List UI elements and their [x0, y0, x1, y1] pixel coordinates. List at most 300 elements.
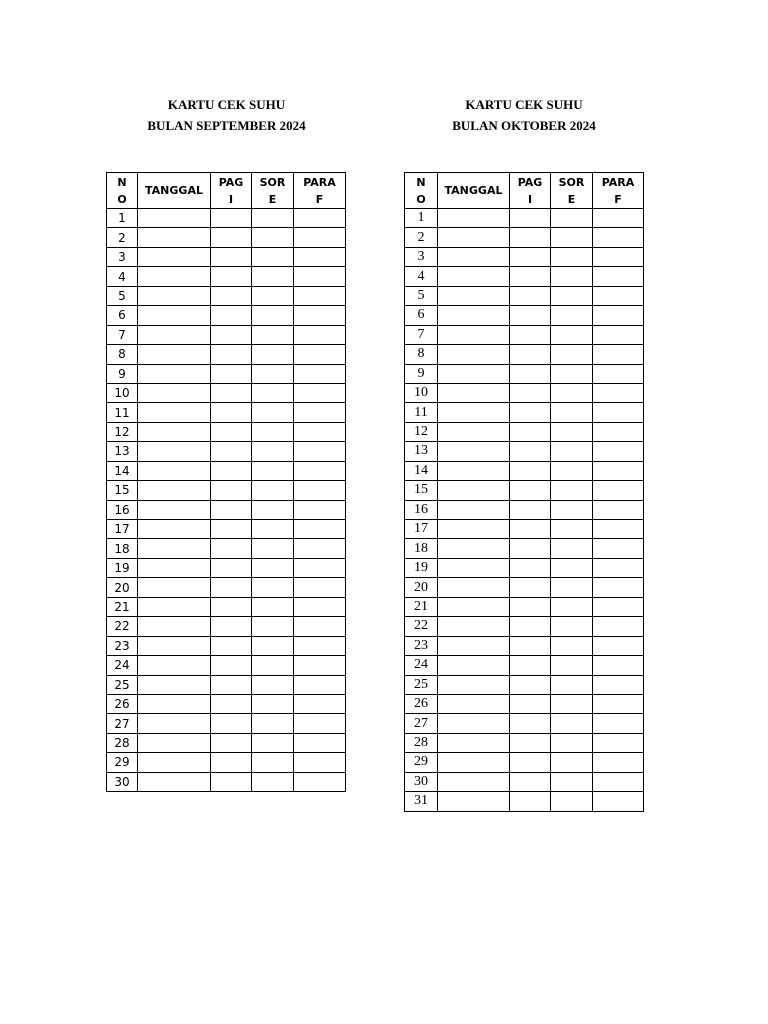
pagi-cell[interactable]: [211, 228, 252, 247]
pagi-cell[interactable]: [211, 481, 252, 500]
header-no: [405, 173, 438, 209]
temperature-table: [106, 172, 346, 792]
sore-cell[interactable]: [252, 209, 294, 228]
paraf-cell[interactable]: [593, 792, 644, 811]
paraf-cell[interactable]: [294, 364, 346, 383]
tanggal-cell[interactable]: [438, 792, 510, 811]
sore-cell[interactable]: [252, 578, 294, 597]
pagi-cell[interactable]: [510, 286, 551, 305]
pagi-cell[interactable]: [510, 345, 551, 364]
sore-cell[interactable]: [551, 306, 593, 325]
paraf-cell[interactable]: [593, 422, 644, 441]
tanggal-cell[interactable]: [138, 539, 211, 558]
row-number: 14: [107, 461, 138, 480]
paraf-cell[interactable]: [294, 403, 346, 422]
table-row: [107, 345, 346, 364]
pagi-cell[interactable]: [211, 636, 252, 655]
sore-cell[interactable]: [551, 694, 593, 713]
paraf-cell[interactable]: [294, 597, 346, 616]
table-row: [107, 558, 346, 577]
paraf-cell[interactable]: [294, 753, 346, 772]
pagi-cell[interactable]: [510, 383, 551, 402]
sore-cell[interactable]: [252, 597, 294, 616]
header-no-line2: O: [117, 192, 127, 206]
sore-cell[interactable]: [551, 500, 593, 519]
tanggal-cell[interactable]: [438, 461, 510, 480]
sore-cell[interactable]: [252, 656, 294, 675]
paraf-cell[interactable]: [294, 325, 346, 344]
tanggal-cell[interactable]: [438, 325, 510, 344]
tanggal-cell[interactable]: [438, 617, 510, 636]
paraf-cell[interactable]: [294, 481, 346, 500]
sore-cell[interactable]: [551, 383, 593, 402]
paraf-cell[interactable]: [294, 558, 346, 577]
sore-cell[interactable]: [551, 520, 593, 539]
paraf-cell[interactable]: [294, 675, 346, 694]
tanggal-cell[interactable]: [138, 403, 211, 422]
tanggal-cell[interactable]: [138, 383, 211, 402]
paraf-cell[interactable]: [593, 442, 644, 461]
tanggal-cell[interactable]: [438, 383, 510, 402]
tanggal-cell[interactable]: [438, 500, 510, 519]
paraf-cell[interactable]: [294, 772, 346, 791]
pagi-cell[interactable]: [211, 267, 252, 286]
sore-cell[interactable]: [551, 772, 593, 791]
paraf-cell[interactable]: [294, 520, 346, 539]
paraf-cell[interactable]: [294, 500, 346, 519]
sore-cell[interactable]: [252, 694, 294, 713]
tanggal-cell[interactable]: [438, 675, 510, 694]
paraf-cell[interactable]: [593, 481, 644, 500]
sore-cell[interactable]: [551, 461, 593, 480]
pagi-cell[interactable]: [510, 753, 551, 772]
table-body: [107, 209, 346, 792]
pagi-cell[interactable]: [211, 209, 252, 228]
pagi-cell[interactable]: [211, 364, 252, 383]
table-row: [405, 617, 644, 636]
row-number: 29: [405, 753, 438, 772]
pagi-cell[interactable]: [211, 383, 252, 402]
sore-cell[interactable]: [551, 792, 593, 811]
table-row: [107, 636, 346, 655]
sore-cell[interactable]: [551, 442, 593, 461]
sore-cell[interactable]: [252, 481, 294, 500]
pagi-cell[interactable]: [510, 597, 551, 616]
header-paraf-line1: PARA: [601, 175, 635, 189]
tanggal-cell[interactable]: [438, 267, 510, 286]
paraf-cell[interactable]: [593, 209, 644, 228]
paraf-cell[interactable]: [593, 772, 644, 791]
tanggal-cell[interactable]: [438, 597, 510, 616]
pagi-cell[interactable]: [211, 656, 252, 675]
sore-cell[interactable]: [551, 364, 593, 383]
pagi-cell[interactable]: [211, 442, 252, 461]
tanggal-cell[interactable]: [438, 364, 510, 383]
sore-cell[interactable]: [252, 520, 294, 539]
tanggal-cell[interactable]: [138, 461, 211, 480]
table-row: [107, 286, 346, 305]
tanggal-cell[interactable]: [138, 753, 211, 772]
tanggal-cell[interactable]: [138, 364, 211, 383]
pagi-cell[interactable]: [510, 578, 551, 597]
header-pagi-line1: PAG: [517, 175, 543, 189]
table-row: [107, 461, 346, 480]
tanggal-cell[interactable]: [438, 228, 510, 247]
pagi-cell[interactable]: [211, 558, 252, 577]
tanggal-cell[interactable]: [438, 422, 510, 441]
paraf-cell[interactable]: [294, 209, 346, 228]
pagi-cell[interactable]: [510, 228, 551, 247]
paraf-cell[interactable]: [294, 345, 346, 364]
table-row: [405, 345, 644, 364]
pagi-cell[interactable]: [510, 209, 551, 228]
pagi-cell[interactable]: [211, 539, 252, 558]
tanggal-cell[interactable]: [438, 539, 510, 558]
paraf-cell[interactable]: [593, 558, 644, 577]
paraf-cell[interactable]: [294, 636, 346, 655]
table-header-row: [107, 173, 346, 209]
pagi-cell[interactable]: [510, 422, 551, 441]
sore-cell[interactable]: [252, 422, 294, 441]
pagi-cell[interactable]: [510, 772, 551, 791]
row-number: 15: [405, 481, 438, 500]
paraf-cell[interactable]: [593, 733, 644, 752]
card-subtitle: BULAN OKTOBER 2024: [452, 118, 596, 133]
pagi-cell[interactable]: [211, 772, 252, 791]
paraf-cell[interactable]: [593, 403, 644, 422]
row-number: 6: [107, 306, 138, 325]
pagi-cell[interactable]: [211, 753, 252, 772]
tanggal-cell[interactable]: [438, 733, 510, 752]
tanggal-cell[interactable]: [438, 558, 510, 577]
pagi-cell[interactable]: [510, 442, 551, 461]
paraf-cell[interactable]: [593, 306, 644, 325]
tanggal-cell[interactable]: [138, 481, 211, 500]
pagi-cell[interactable]: [211, 247, 252, 266]
tanggal-cell[interactable]: [138, 733, 211, 752]
table-row: [405, 461, 644, 480]
sore-cell[interactable]: [551, 267, 593, 286]
tanggal-cell[interactable]: [438, 442, 510, 461]
sore-cell[interactable]: [551, 422, 593, 441]
tanggal-cell[interactable]: [138, 675, 211, 694]
table-row: [405, 675, 644, 694]
pagi-cell[interactable]: [211, 675, 252, 694]
sore-cell[interactable]: [551, 714, 593, 733]
pagi-cell[interactable]: [211, 403, 252, 422]
tanggal-cell[interactable]: [138, 694, 211, 713]
pagi-cell[interactable]: [510, 733, 551, 752]
table-row: [405, 247, 644, 266]
pagi-cell[interactable]: [211, 714, 252, 733]
tanggal-cell[interactable]: [438, 694, 510, 713]
tanggal-cell[interactable]: [138, 345, 211, 364]
tanggal-cell[interactable]: [438, 345, 510, 364]
paraf-cell[interactable]: [593, 694, 644, 713]
tanggal-cell[interactable]: [138, 306, 211, 325]
sore-cell[interactable]: [252, 228, 294, 247]
pagi-cell[interactable]: [510, 247, 551, 266]
tanggal-cell[interactable]: [438, 481, 510, 500]
paraf-cell[interactable]: [593, 267, 644, 286]
sore-cell[interactable]: [252, 345, 294, 364]
paraf-cell[interactable]: [294, 733, 346, 752]
paraf-cell[interactable]: [593, 520, 644, 539]
paraf-cell[interactable]: [593, 714, 644, 733]
table-row: [405, 656, 644, 675]
paraf-cell[interactable]: [593, 247, 644, 266]
tanggal-cell[interactable]: [438, 578, 510, 597]
paraf-cell[interactable]: [593, 539, 644, 558]
paraf-cell[interactable]: [593, 500, 644, 519]
pagi-cell[interactable]: [510, 520, 551, 539]
table-row: [405, 306, 644, 325]
header-sore-line1: SOR: [558, 175, 585, 189]
pagi-cell[interactable]: [211, 500, 252, 519]
table-row: [405, 209, 644, 228]
pagi-cell[interactable]: [510, 364, 551, 383]
table-row: [405, 694, 644, 713]
header-pagi: [211, 173, 252, 209]
sore-cell[interactable]: [252, 247, 294, 266]
paraf-cell[interactable]: [593, 617, 644, 636]
tanggal-cell[interactable]: [138, 442, 211, 461]
paraf-cell[interactable]: [593, 345, 644, 364]
sore-cell[interactable]: [551, 403, 593, 422]
table-row: [107, 500, 346, 519]
pagi-cell[interactable]: [211, 578, 252, 597]
sore-cell[interactable]: [252, 636, 294, 655]
sore-cell[interactable]: [252, 675, 294, 694]
paraf-cell[interactable]: [294, 617, 346, 636]
sore-cell[interactable]: [551, 558, 593, 577]
tanggal-cell[interactable]: [138, 286, 211, 305]
table-row: [107, 753, 346, 772]
sore-cell[interactable]: [252, 753, 294, 772]
tanggal-cell[interactable]: [438, 753, 510, 772]
sore-cell[interactable]: [551, 617, 593, 636]
sore-cell[interactable]: [252, 383, 294, 402]
table-row: [405, 500, 644, 519]
tanggal-cell[interactable]: [138, 558, 211, 577]
row-number: 13: [405, 442, 438, 461]
sore-cell[interactable]: [252, 733, 294, 752]
table-row: [107, 364, 346, 383]
pagi-cell[interactable]: [510, 500, 551, 519]
tanggal-cell[interactable]: [138, 228, 211, 247]
tanggal-cell[interactable]: [438, 520, 510, 539]
paraf-cell[interactable]: [294, 539, 346, 558]
sore-cell[interactable]: [551, 481, 593, 500]
paraf-cell[interactable]: [593, 597, 644, 616]
header-paraf-line2: F: [315, 192, 324, 206]
tanggal-cell[interactable]: [138, 636, 211, 655]
row-number: 22: [107, 617, 138, 636]
header-paraf: [593, 173, 644, 209]
pagi-cell[interactable]: [510, 558, 551, 577]
tanggal-cell[interactable]: [438, 656, 510, 675]
pagi-cell[interactable]: [510, 403, 551, 422]
paraf-cell[interactable]: [593, 753, 644, 772]
row-number: 7: [405, 325, 438, 344]
paraf-cell[interactable]: [294, 228, 346, 247]
tanggal-cell[interactable]: [138, 267, 211, 286]
table-row: [405, 383, 644, 402]
row-number: 30: [107, 772, 138, 791]
paraf-cell[interactable]: [593, 286, 644, 305]
pagi-cell[interactable]: [510, 325, 551, 344]
paraf-cell[interactable]: [593, 364, 644, 383]
sore-cell[interactable]: [252, 442, 294, 461]
sore-cell[interactable]: [551, 325, 593, 344]
paraf-cell[interactable]: [294, 578, 346, 597]
sore-cell[interactable]: [551, 675, 593, 694]
sore-cell[interactable]: [551, 247, 593, 266]
pagi-cell[interactable]: [510, 306, 551, 325]
sore-cell[interactable]: [551, 286, 593, 305]
pagi-cell[interactable]: [211, 306, 252, 325]
pagi-cell[interactable]: [510, 714, 551, 733]
sore-cell[interactable]: [252, 364, 294, 383]
tanggal-cell[interactable]: [438, 247, 510, 266]
pagi-cell[interactable]: [510, 636, 551, 655]
table-row: [107, 656, 346, 675]
sore-cell[interactable]: [551, 636, 593, 655]
pagi-cell[interactable]: [211, 286, 252, 305]
tanggal-cell[interactable]: [438, 209, 510, 228]
pagi-cell[interactable]: [211, 325, 252, 344]
tanggal-cell[interactable]: [438, 636, 510, 655]
row-number: 20: [107, 578, 138, 597]
pagi-cell[interactable]: [211, 422, 252, 441]
paraf-cell[interactable]: [294, 442, 346, 461]
table-row: [405, 286, 644, 305]
tanggal-cell[interactable]: [438, 403, 510, 422]
paraf-cell[interactable]: [294, 286, 346, 305]
paraf-cell[interactable]: [294, 247, 346, 266]
sore-cell[interactable]: [252, 403, 294, 422]
paraf-cell[interactable]: [294, 306, 346, 325]
sore-cell[interactable]: [551, 345, 593, 364]
paraf-cell[interactable]: [593, 636, 644, 655]
paraf-cell[interactable]: [593, 461, 644, 480]
tanggal-cell[interactable]: [438, 286, 510, 305]
paraf-cell[interactable]: [593, 325, 644, 344]
sore-cell[interactable]: [551, 656, 593, 675]
row-number: 9: [107, 364, 138, 383]
row-number: 2: [107, 228, 138, 247]
row-number: 23: [405, 636, 438, 655]
paraf-cell[interactable]: [294, 422, 346, 441]
tanggal-cell[interactable]: [138, 520, 211, 539]
pagi-cell[interactable]: [211, 597, 252, 616]
tanggal-cell[interactable]: [438, 306, 510, 325]
tanggal-cell[interactable]: [138, 656, 211, 675]
tanggal-cell[interactable]: [138, 422, 211, 441]
card-title: KARTU CEK SUHU: [167, 97, 286, 112]
header-paraf-line2: F: [614, 192, 622, 206]
table-row: [405, 481, 644, 500]
paraf-cell[interactable]: [294, 383, 346, 402]
sore-cell[interactable]: [252, 617, 294, 636]
sore-cell[interactable]: [252, 539, 294, 558]
pagi-cell[interactable]: [211, 694, 252, 713]
pagi-cell[interactable]: [211, 520, 252, 539]
sore-cell[interactable]: [252, 500, 294, 519]
header-no-line2: O: [416, 192, 426, 206]
pagi-cell[interactable]: [510, 539, 551, 558]
paraf-cell[interactable]: [294, 694, 346, 713]
paraf-cell[interactable]: [593, 656, 644, 675]
sore-cell[interactable]: [551, 597, 593, 616]
sore-cell[interactable]: [252, 286, 294, 305]
pagi-cell[interactable]: [510, 656, 551, 675]
sore-cell[interactable]: [551, 228, 593, 247]
sore-cell[interactable]: [551, 753, 593, 772]
table-row: [107, 694, 346, 713]
card-title: KARTU CEK SUHU: [465, 97, 583, 112]
pagi-cell[interactable]: [510, 481, 551, 500]
tanggal-cell[interactable]: [138, 209, 211, 228]
tanggal-cell[interactable]: [138, 617, 211, 636]
paraf-cell[interactable]: [593, 228, 644, 247]
tanggal-cell[interactable]: [138, 500, 211, 519]
paraf-cell[interactable]: [294, 714, 346, 733]
tanggal-cell[interactable]: [138, 325, 211, 344]
paraf-cell[interactable]: [294, 656, 346, 675]
pagi-cell[interactable]: [510, 461, 551, 480]
tanggal-cell[interactable]: [138, 578, 211, 597]
pagi-cell[interactable]: [510, 675, 551, 694]
sore-cell[interactable]: [252, 461, 294, 480]
table-row: [107, 442, 346, 461]
pagi-cell[interactable]: [211, 345, 252, 364]
pagi-cell[interactable]: [510, 617, 551, 636]
sore-cell[interactable]: [252, 306, 294, 325]
paraf-cell[interactable]: [593, 578, 644, 597]
row-number: 27: [107, 714, 138, 733]
table-row: [405, 267, 644, 286]
pagi-cell[interactable]: [211, 733, 252, 752]
pagi-cell[interactable]: [510, 267, 551, 286]
paraf-cell[interactable]: [593, 383, 644, 402]
paraf-cell[interactable]: [593, 675, 644, 694]
pagi-cell[interactable]: [211, 617, 252, 636]
sore-cell[interactable]: [551, 539, 593, 558]
sore-cell[interactable]: [551, 578, 593, 597]
sore-cell[interactable]: [252, 772, 294, 791]
paraf-cell[interactable]: [294, 267, 346, 286]
sore-cell[interactable]: [252, 558, 294, 577]
paraf-cell[interactable]: [294, 461, 346, 480]
tanggal-cell[interactable]: [438, 772, 510, 791]
tanggal-cell[interactable]: [138, 714, 211, 733]
tanggal-cell[interactable]: [438, 714, 510, 733]
sore-cell[interactable]: [551, 209, 593, 228]
sore-cell[interactable]: [252, 325, 294, 344]
sore-cell[interactable]: [252, 267, 294, 286]
pagi-cell[interactable]: [510, 694, 551, 713]
sore-cell[interactable]: [252, 714, 294, 733]
pagi-cell[interactable]: [510, 792, 551, 811]
tanggal-cell[interactable]: [138, 247, 211, 266]
tanggal-cell[interactable]: [138, 597, 211, 616]
row-number: 23: [107, 636, 138, 655]
tanggal-cell[interactable]: [138, 772, 211, 791]
row-number: 15: [107, 481, 138, 500]
pagi-cell[interactable]: [211, 461, 252, 480]
sore-cell[interactable]: [551, 733, 593, 752]
